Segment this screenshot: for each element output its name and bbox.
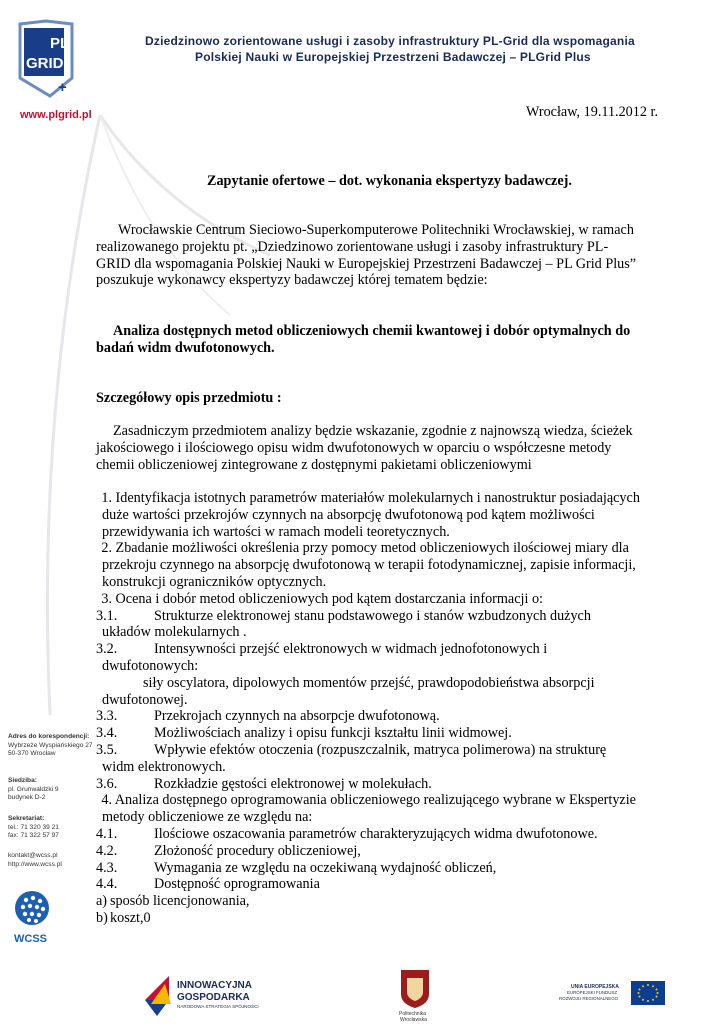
eu-line-3: ROZWOJU REGIONALNEGO bbox=[559, 996, 619, 1001]
eu-flag-icon bbox=[553, 980, 668, 1008]
document-title: Zapytanie ofertowe – dot. wykonania ekspertyzy badawczej. bbox=[207, 173, 572, 189]
university-crest-icon bbox=[393, 968, 437, 1022]
secretariat bbox=[8, 815, 98, 841]
list-item: 4. Analiza dostępnego oprogramowania obliczeniowego realizującego wybrane w Ekspertyzie bbox=[101, 792, 636, 809]
logo-pl: PL bbox=[50, 35, 70, 52]
list-item: siły oscylatora, dipolowych momentów przejść, prawdopodobieństwa absorpcji bbox=[143, 674, 595, 691]
list-item: 3.2. Intensywności przejść elektronowych w widmach jednofotonowych i bbox=[96, 641, 548, 658]
list-item: 3.6. Rozkładzie gęstości elektronowej w molekułach. bbox=[96, 775, 432, 792]
logo-plus: + bbox=[58, 79, 67, 96]
list-item: dwufotonowej. bbox=[102, 691, 188, 708]
list-item: 2. Zbadanie możliwości określenia przy pomocy metod obliczeniowych ilościowej miary dla bbox=[101, 540, 629, 557]
headquarters-label: Siedziba: bbox=[8, 777, 37, 784]
list-item: 4.2. Złożoność procedury obliczeniowej, bbox=[96, 842, 361, 859]
wcss-label: WCSS bbox=[14, 933, 47, 945]
wcss-logo bbox=[12, 888, 56, 948]
headquarters bbox=[8, 777, 98, 803]
pw-line-2: Wrocławska bbox=[400, 1017, 427, 1022]
header-line-1: Dziedzinowo zorientowane usługi i zasoby infrastruktury PL-Grid dla wspomagania bbox=[145, 34, 635, 48]
list-item: 4.1. Ilościowe oszacowania parametrów charakteryzujących widma dwufotonowe. bbox=[96, 825, 598, 842]
purpose-line: Zasadniczym przedmiotem analizy będzie wskazanie, zgodnie z najnowszą wiedza, ścieżek bbox=[113, 423, 633, 439]
wroclaw-university-logo bbox=[393, 968, 437, 1022]
list-item: przekroju czynnego na absorpcję dwufotonową w terapii fotodynamicznej, zapisie informacji, bbox=[102, 557, 636, 574]
list-item: widm elektronowych. bbox=[102, 758, 226, 775]
list-item: metody obliczeniowe ze względu na: bbox=[102, 809, 313, 826]
wcss-globe-icon bbox=[12, 888, 56, 948]
document-date: Wrocław, 19.11.2012 r. bbox=[526, 104, 658, 120]
list-item: 4.3. Wymagania ze względu na oczekiwaną wydajność obliczeń, bbox=[96, 859, 497, 876]
eu-line-2: EUROPEJSKI FUNDUSZ bbox=[567, 990, 618, 995]
section-heading: Szczegółowy opis przedmiotu : bbox=[96, 390, 282, 406]
contact-links bbox=[8, 852, 98, 869]
phone-number: tel.: 71 320 39 21 bbox=[8, 823, 59, 831]
correspondence-address bbox=[8, 733, 98, 759]
intro-line: poszukuje wykonawcy ekspertyzy badawczej której tematem będzie: bbox=[96, 272, 488, 289]
list-item: konstrukcji ograniczników optycznych. bbox=[102, 573, 327, 590]
list-item: przewidywania ich wartości w ramach modeli teoretycznych. bbox=[102, 523, 450, 540]
ig-line-1: INNOWACYJNA bbox=[177, 980, 253, 991]
innovative-economy-icon bbox=[143, 974, 283, 1018]
address-line: 50-370 Wrocław bbox=[8, 750, 56, 758]
headquarters-line: pl. Grunwaldzki 9 bbox=[8, 785, 59, 793]
list-item: 3.3. Przekrojach czynnych na absorpcje dwufotonową. bbox=[96, 708, 440, 725]
ig-line-3: NARODOWA STRATEGIA SPÓJNOŚCI bbox=[177, 1004, 259, 1009]
purpose-paragraph bbox=[96, 423, 633, 473]
intro-line: GRID dla wspomagania Polskiej Nauki w Europejskiej Przestrzeni Badawczej – PL Grid Plus” bbox=[96, 255, 637, 272]
list-item: 3. Ocena i dobór metod obliczeniowych pod kątem dostarczania informacji o: bbox=[101, 590, 543, 607]
list-item: 1. Identyfikacja istotnych parametrów materiałów molekularnych i nanostruktur posiadających bbox=[101, 490, 640, 506]
address-label: Adres do korespondencji: bbox=[8, 733, 90, 740]
purpose-line: chemii obliczeniowej zintegrowane z dostępnymi pakietami obliczeniowymi bbox=[96, 456, 532, 473]
intro-line: realizowanego projektu pt. „Dziedzinowo zorientowane usługi i zasoby infrastruktury PL- bbox=[96, 238, 609, 255]
list-item: duże wartości przekrojów czynnych na absorpcję dwufotonową pod kątem możliwości bbox=[102, 506, 595, 523]
list-item: dwufotonowych: bbox=[102, 657, 199, 674]
intro-line: Wrocławskie Centrum Sieciowo-Superkomputerowe Politechniki Wrocławskiej, w ramach bbox=[118, 222, 634, 238]
address-line: Wybrzeże Wyspiańskiego 27 bbox=[8, 741, 93, 749]
eu-logo bbox=[553, 980, 668, 1008]
innovative-economy-logo bbox=[143, 974, 283, 1018]
logo-grid: GRID bbox=[26, 55, 64, 72]
email-link[interactable]: kontakt@wcss.pl bbox=[8, 852, 58, 859]
plgrid-logo bbox=[14, 18, 78, 102]
list-item: 3.4. Możliwościach analizy i opisu funkcji kształtu linii widmowej. bbox=[96, 725, 512, 742]
list-item: a) sposób licencjonowania, bbox=[96, 893, 250, 910]
topic-heading bbox=[96, 323, 630, 357]
intro-paragraph bbox=[96, 222, 656, 289]
requirements-list bbox=[96, 490, 696, 927]
list-item: 3.1. Strukturze elektronowej stanu podstawowego i stanów wzbudzonych dużych bbox=[96, 607, 591, 624]
purpose-line: jakościowego i ilościowego opisu widm dwufotonowych w oparciu o współczesne metody bbox=[96, 439, 612, 456]
website-link[interactable]: www.plgrid.pl bbox=[20, 109, 92, 121]
fax-number: fax: 71 322 57 97 bbox=[8, 832, 59, 840]
list-item: 4.4. Dostępność oprogramowania bbox=[96, 876, 320, 893]
list-item: b) koszt,0 bbox=[96, 909, 151, 926]
list-item: układów molekularnych . bbox=[102, 624, 247, 641]
secretariat-label: Sekretariat: bbox=[8, 815, 45, 822]
pw-line-1: Politechnika bbox=[399, 1011, 426, 1017]
headquarters-line: budynek D-2 bbox=[8, 794, 46, 802]
header-line-2: Polskiej Nauki w Europejskiej Przestrzeni Badawczej – PLGrid Plus bbox=[195, 50, 591, 64]
topic-line: Analiza dostępnych metod obliczeniowych chemii kwantowej i dobór optymalnych do bbox=[113, 323, 631, 339]
eu-line-1: UNIA EUROPEJSKA bbox=[571, 984, 619, 990]
topic-line: badań widm dwufotonowych. bbox=[96, 339, 275, 356]
ig-line-2: GOSPODARKA bbox=[177, 992, 250, 1003]
plgrid-logo-mark bbox=[14, 18, 78, 102]
list-item: 3.5. Wpływie efektów otoczenia (rozpuszczalnik, matryca polimerowa) na strukturę bbox=[96, 741, 607, 758]
wcss-website-link[interactable]: http://www.wcss.pl bbox=[8, 860, 62, 868]
